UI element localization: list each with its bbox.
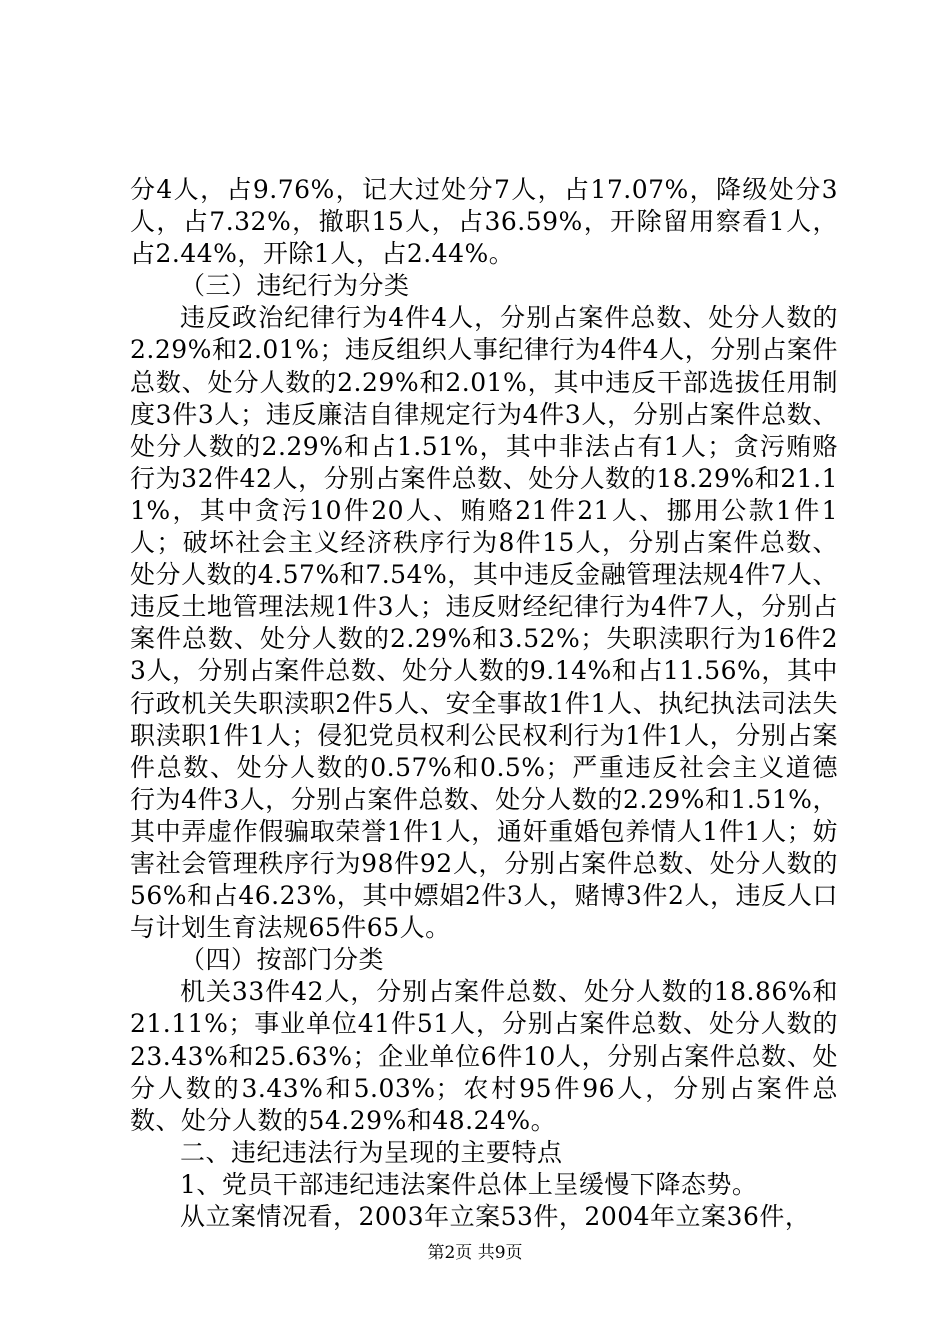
section-heading-2: 二、违纪违法行为呈现的主要特点 xyxy=(180,1137,563,1167)
paragraph-violation-types: 违反政治纪律行为4件4人，分别占案件总数、处分人数的2.29%和2.01%；违反组织人事纪律行为4件4人，分别占案件总数、处分人数的2.29%和2.01%，其中违反干部选拔任用制度3件3人；违反廉洁自律规定行为4件3人，分别占案件总数、处分人数的2.29%和占1.51%，其中非法占有1人；贪污贿赂行为32件42人，分别占案件总数、处分人数的18.29%和21.11%，其中贪污10件20人、贿赂21件21人、挪用公款1件1人；破坏社会主义经济秩序行为8件15人，分别占案件总数、处分人数的4.57%和7.54%，其中违反金融管理法规4件7人、违反土地管理法规1件3人；违反财经纪律行为4件7人，分别占案件总数、处分人数的2.29%和3.52%；失职渎职行为16件23人，分别占案件总数、处分人数的9.14%和占11.56%，其中行政机关失职渎职2件5人、安全事故1件1人、执纪执法司法失职渎职1件1人；侵犯党员权利公民权利行为1件1人，分别占案件总数、处分人数的0.57%和0.5%；严重违反社会主义道德行为4件3人，分别占案件总数、处分人数的2.29%和1.51%，其中弄虚作假骗取荣誉1件1人，通奸重婚包养情人1件1人；妨害社会管理秩序行为98件92人，分别占案件总数、处分人数的56%和占46.23%，其中嫖娼2件3人，赌博3件2人，违反人口与计划生育法规65件65人。 xyxy=(130,303,838,943)
paragraph-1: 分4人，占9.76%，记大过处分7人，占17.07%，降级处分3人，占7.32%，撤职15人，占36.59%，开除留用察看1人，占2.44%，开除1人，占2.44%。 xyxy=(130,175,838,269)
subheading-1: 1、党员干部违纪违法案件总体上呈缓慢下降态势。 xyxy=(180,1169,758,1199)
section-heading-3: （三）违纪行为分类 xyxy=(180,271,410,301)
paragraph-filing-situation: 从立案情况看，2003年立案53件，2004年立案36件， xyxy=(180,1202,811,1231)
document-body xyxy=(130,174,838,1233)
page-footer: 第2页 共9页 xyxy=(427,1243,523,1263)
paragraph-by-department: 机关33件42人，分别占案件总数、处分人数的18.86%和21.11%；事业单位41件51人，分别占案件总数、处分人数的23.43%和25.63%；企业单位6件10人，分别占案件总数、处分人数的3.43%和5.03%；农村95件96人，分别占案件总数、处分人数的54.29%和48.24%。 xyxy=(130,977,838,1135)
section-heading-4: （四）按部门分类 xyxy=(180,945,385,975)
